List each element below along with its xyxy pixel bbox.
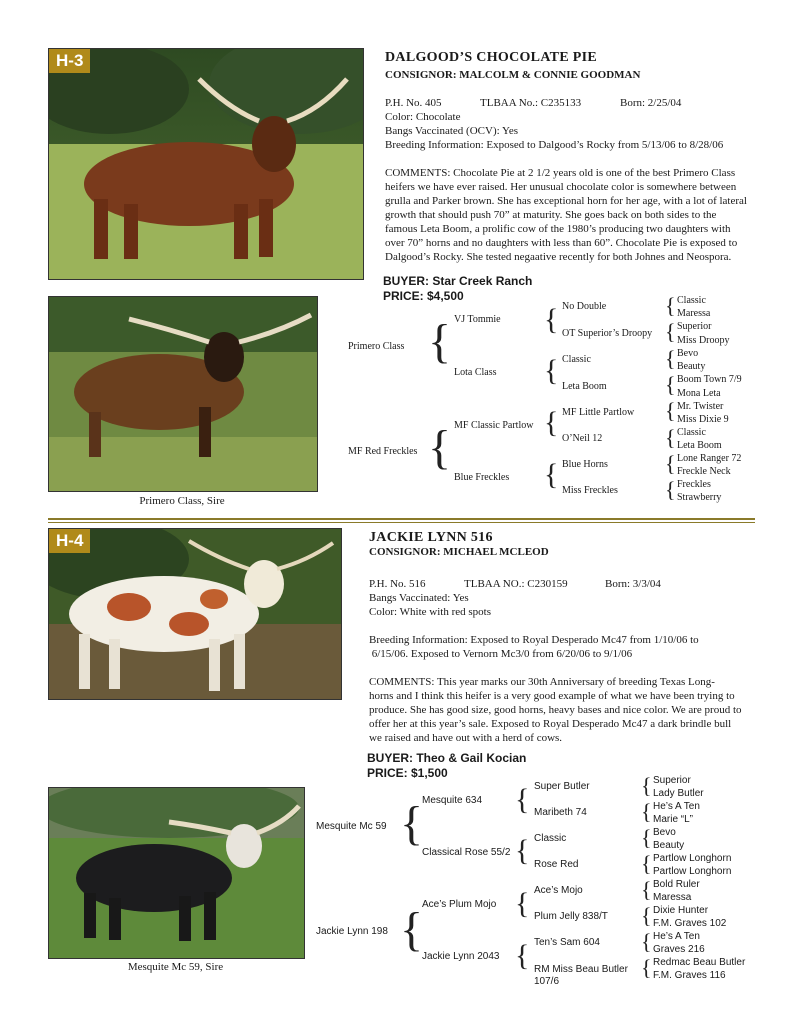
h4-brace-g3: { <box>641 851 652 876</box>
h3-ped-g4: Freckle Neck <box>677 466 731 477</box>
h3-brace-g2: { <box>544 354 559 387</box>
h3-ped-g3: OT Superior’s Droopy <box>562 328 653 339</box>
h4-ped-g3: Rose Red <box>534 859 579 870</box>
h4-brace-g2: { <box>515 939 530 972</box>
h4-ped-g4: Maressa <box>653 892 692 903</box>
h3-comments-line: Dalgood’s Rocky. She tested negaative recently for both Johnes and Neospora. <box>385 251 732 263</box>
h4-brace-g3: { <box>641 773 652 798</box>
h4-ped-g4: Beauty <box>653 840 685 851</box>
h3-ped-g4: Boom Town 7/9 <box>677 374 742 385</box>
h4-ped-g3: Plum Jelly 838/T <box>534 911 608 922</box>
h4-ped-g2: Ace’s Plum Mojo <box>422 899 497 910</box>
h3-sire-photo <box>48 296 318 492</box>
h3-buyer: BUYER: Star Creek Ranch <box>383 274 533 288</box>
h3-ped-g4: Mr. Twister <box>677 401 724 412</box>
h4-comments <box>369 675 757 745</box>
h4-ped-g4: Lady Butler <box>653 788 704 799</box>
h4-sire-caption: Mesquite Mc 59, Sire <box>127 961 224 973</box>
h4-brace-g3: { <box>641 799 652 824</box>
h4-ped-g3: RM Miss Beau Butler <box>534 964 628 975</box>
h3-ped-g2: Lota Class <box>454 367 497 378</box>
h4-bangs: Bangs Vaccinated: Yes <box>369 592 469 604</box>
h3-ped-g4: Beauty <box>677 361 706 372</box>
h3-ped-g4: Leta Boom <box>677 440 722 451</box>
h3-ped-g3: MF Little Partlow <box>562 407 635 418</box>
h3-ped-g4: Freckles <box>677 479 711 490</box>
h3-brace-g3: { <box>665 477 676 502</box>
h3-ped-g3: Classic <box>562 354 591 365</box>
h4-brace-g2: { <box>515 887 530 920</box>
h4-tlbaa-number: TLBAA NO.: C230159 <box>464 578 568 590</box>
h4-ped-g3: Classic <box>534 833 567 844</box>
h4-ped-g4: Superior <box>653 775 691 786</box>
h3-ped-g4: Mona Leta <box>677 388 721 399</box>
h3-brace-g2: { <box>544 458 559 491</box>
h4-ped-g4: F.M. Graves 116 <box>653 970 726 981</box>
h4-comments-line: COMMENTS: This year marks our 30th Anniversary of breeding Texas Long- <box>369 676 715 688</box>
h3-ped-g4: Miss Dixie 9 <box>677 414 729 425</box>
h3-ped-sire: Primero Class <box>348 341 405 352</box>
h3-ped-g2: Blue Freckles <box>454 472 510 483</box>
h4-ped-g4: He’s A Ten <box>653 801 700 812</box>
h3-ped-g4: Bevo <box>677 348 699 359</box>
section-divider <box>48 518 755 520</box>
h3-comments-line: grulla and Parker brown. She has exceptional horn for her age, with a lot of lateral <box>385 195 747 207</box>
h4-brace-g3: { <box>641 903 652 928</box>
h3-ph-number: P.H. No. 405 <box>385 97 442 109</box>
h4-breeding-line: 6/15/06. Exposed to Vernorn Mc3/0 from 6/20/06 to 9/1/06 <box>369 648 633 660</box>
h3-lot-badge: H-3 <box>49 49 90 73</box>
h4-ph-number: P.H. No. 516 <box>369 578 426 590</box>
h3-ped-g2: VJ Tommie <box>454 314 501 325</box>
h3-brace-g3: { <box>665 398 676 423</box>
h3-brace-g3: { <box>665 293 676 318</box>
h4-ped-g4: He’s A Ten <box>653 931 700 942</box>
section-divider-thin <box>48 522 755 523</box>
h4-ped-g2: Jackie Lynn 2043 <box>422 951 500 962</box>
h4-lot-badge: H-4 <box>49 529 90 553</box>
h3-brace-g3: { <box>665 319 676 344</box>
h4-buyer: BUYER: Theo & Gail Kocian <box>367 751 527 765</box>
h4-comments-line: horns and I think this heifer is a very good example of what we have been trying to <box>369 690 735 702</box>
h4-ped-g4: Dixie Hunter <box>653 905 709 916</box>
h3-ped-g4: Lone Ranger 72 <box>677 453 742 464</box>
h4-ped-g4: F.M. Graves 102 <box>653 918 727 929</box>
h4-color: Color: White with red spots <box>369 606 492 618</box>
h3-ped-g3: Blue Horns <box>562 459 608 470</box>
h3-ped-g4: Superior <box>677 321 712 332</box>
h4-ped-g2: Classical Rose 55/2 <box>422 847 511 858</box>
h3-ped-g4: Classic <box>677 427 706 438</box>
h4-brace-dam: { <box>400 903 424 956</box>
h3-comments-line: growth that should push 70” at maturity. She goes back on both sides to the <box>385 209 717 221</box>
h3-brace-g3: { <box>665 451 676 476</box>
h4-brace-g3: { <box>641 877 652 902</box>
h4-born-date: Born: 3/3/04 <box>605 578 661 590</box>
h3-ped-g3: Miss Freckles <box>562 485 618 496</box>
h4-breeding-line: Breeding Information: Exposed to Royal Desperado Mc47 from 1/10/06 to <box>369 634 699 646</box>
h4-ped-g4: Partlow Longhorn <box>653 866 732 877</box>
h4-brace-g2: { <box>515 834 530 867</box>
h4-comments-line: produce. She has good size, good horns, heavy bases and nice color. We are proud to <box>369 704 742 716</box>
h4-comments-line: offer her at this year’s sale. Exposed to Royal Desperado Mc47 a dark brindle bull <box>369 718 732 730</box>
h4-brace-g3: { <box>641 929 652 954</box>
h3-ped-g4: Maressa <box>677 308 711 319</box>
h3-ped-dam: MF Red Freckles <box>348 446 418 457</box>
h4-ped-g3: Ace’s Mojo <box>534 885 583 896</box>
h4-ped-g3: Ten’s Sam 604 <box>534 937 600 948</box>
h4-brace-g3: { <box>641 825 652 850</box>
h4-price: PRICE: $1,500 <box>367 766 448 780</box>
h4-ped-g4: Bold Ruler <box>653 879 700 890</box>
h3-born-date: Born: 2/25/04 <box>620 97 682 109</box>
h3-ped-g2: MF Classic Partlow <box>454 420 534 431</box>
h3-color: Color: Chocolate <box>385 111 461 123</box>
h4-ped-dam: Jackie Lynn 198 <box>316 926 388 937</box>
h3-brace-g3: { <box>665 372 676 397</box>
h4-breeding-info <box>369 633 699 661</box>
h4-ped-g4: Marie “L” <box>653 814 694 825</box>
h3-brace-g2: { <box>544 406 559 439</box>
h3-brace-sire: { <box>428 315 452 368</box>
h4-cow-photo <box>48 528 342 700</box>
h4-consignor: CONSIGNOR: MICHAEL MCLEOD <box>369 546 549 558</box>
h3-price: PRICE: $4,500 <box>383 289 464 303</box>
h4-brace-g3: { <box>641 955 652 980</box>
h3-brace-g3: { <box>665 346 676 371</box>
h3-breeding-info: Breeding Information: Exposed to Dalgood’s Rocky from 5/13/06 to 8/28/06 <box>385 139 724 151</box>
h4-ped-g3: 107/6 <box>534 976 560 987</box>
h4-ped-g4: Partlow Longhorn <box>653 853 732 864</box>
h4-sire-photo <box>48 787 305 959</box>
h3-tlbaa-number: TLBAA No.: C235133 <box>480 97 582 109</box>
h3-sire-caption: Primero Class, Sire <box>139 495 225 507</box>
h3-cow-photo <box>48 48 364 280</box>
h3-title: DALGOOD’S CHOCOLATE PIE <box>385 50 597 65</box>
h4-ped-g4: Redmac Beau Butler <box>653 957 746 968</box>
h4-ped-g2: Mesquite 634 <box>422 795 483 806</box>
h3-ped-g4: Classic <box>677 295 706 306</box>
h3-comments-line: over 70” horns and no daughters with less than 60”. Chocolate Pie is exposed to <box>385 237 738 249</box>
h3-bangs: Bangs Vaccinated (OCV): Yes <box>385 125 519 137</box>
h3-ped-g3: No Double <box>562 301 607 312</box>
h3-comments-line: COMMENTS: Chocolate Pie at 2 1/2 years old is one of the best Primero Class <box>385 167 736 179</box>
h3-brace-g3: { <box>665 425 676 450</box>
h3-comments <box>385 166 757 264</box>
h4-ped-g4: Graves 216 <box>653 944 705 955</box>
h4-ped-g3: Super Butler <box>534 781 590 792</box>
h4-brace-sire: { <box>400 797 424 850</box>
h3-ped-g3: O’Neil 12 <box>562 433 603 444</box>
h3-consignor: CONSIGNOR: MALCOLM & CONNIE GOODMAN <box>385 69 641 81</box>
h4-ped-g3: Maribeth 74 <box>534 807 587 818</box>
h3-comments-line: heifers we have ever raised. Her unusual chocolate color is somewhere between <box>385 181 737 193</box>
h3-ped-g3: Leta Boom <box>562 381 607 392</box>
h3-ped-g4: Strawberry <box>677 492 722 503</box>
h4-title: JACKIE LYNN 516 <box>369 530 493 545</box>
h4-brace-g2: { <box>515 783 530 816</box>
h3-comments-line: famous Leta Boom, a prolific cow of the 1980’s producing two daughters with <box>385 223 731 235</box>
h4-ped-g4: Bevo <box>653 827 676 838</box>
h3-brace-g2: { <box>544 303 559 336</box>
h4-comments-line: we raised and have out with a herd of cows. <box>369 732 563 744</box>
h3-brace-dam: { <box>428 421 452 474</box>
h3-ped-g4: Miss Droopy <box>677 335 730 346</box>
h4-ped-sire: Mesquite Mc 59 <box>316 821 387 832</box>
